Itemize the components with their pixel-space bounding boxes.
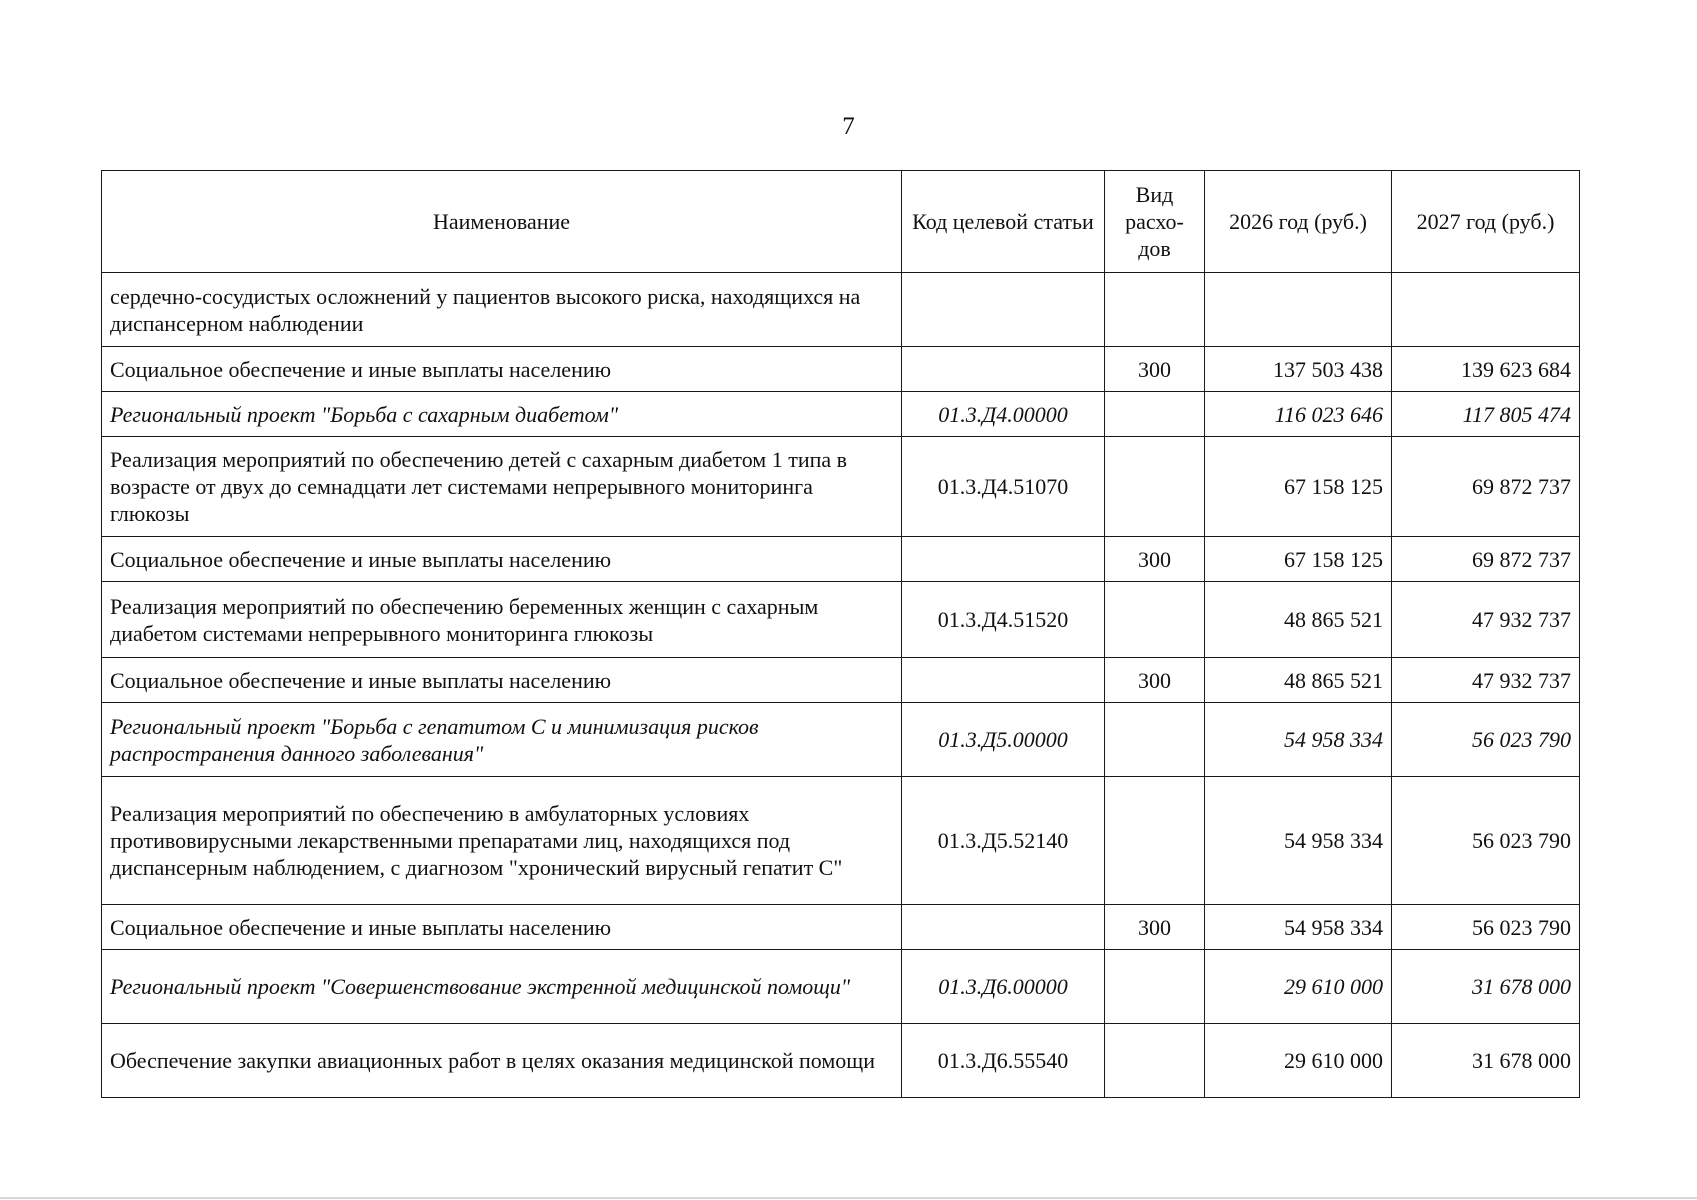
cell-vid	[1105, 437, 1205, 537]
cell-vid	[1105, 950, 1205, 1024]
header-2026: 2026 год (руб.)	[1205, 171, 1392, 273]
cell-y2026	[1205, 273, 1392, 347]
header-code: Код целевой статьи	[902, 171, 1105, 273]
cell-vid: 300	[1105, 658, 1205, 703]
cell-name: Региональный проект "Борьба с гепатитом С и минимизация рисков распространения данного заболевания"	[102, 703, 902, 777]
cell-y2027: 31 678 000	[1392, 950, 1580, 1024]
header-row	[102, 171, 1580, 273]
cell-code: 01.3.Д5.00000	[902, 703, 1105, 777]
header-name: Наименование	[102, 171, 902, 273]
cell-y2026: 54 958 334	[1205, 777, 1392, 905]
cell-code	[902, 905, 1105, 950]
table-row	[102, 703, 1580, 777]
cell-y2027: 117 805 474	[1392, 392, 1580, 437]
cell-y2027: 47 932 737	[1392, 658, 1580, 703]
cell-code	[902, 658, 1105, 703]
cell-y2027	[1392, 273, 1580, 347]
page-number: 7	[842, 113, 855, 140]
cell-y2027: 69 872 737	[1392, 437, 1580, 537]
cell-y2027: 47 932 737	[1392, 582, 1580, 658]
cell-name: Обеспечение закупки авиационных работ в целях оказания медицинской помощи	[102, 1024, 902, 1098]
cell-y2027: 56 023 790	[1392, 703, 1580, 777]
cell-vid: 300	[1105, 347, 1205, 392]
table-row	[102, 777, 1580, 905]
cell-y2026: 29 610 000	[1205, 1024, 1392, 1098]
cell-y2027: 139 623 684	[1392, 347, 1580, 392]
table-row	[102, 273, 1580, 347]
cell-name: сердечно-сосудистых осложнений у пациентов высокого риска, находящихся на диспансерном наблюдении	[102, 273, 902, 347]
cell-vid: 300	[1105, 537, 1205, 582]
cell-code: 01.3.Д4.51070	[902, 437, 1105, 537]
cell-y2026: 48 865 521	[1205, 658, 1392, 703]
cell-y2026: 48 865 521	[1205, 582, 1392, 658]
cell-code: 01.3.Д4.51520	[902, 582, 1105, 658]
cell-code: 01.3.Д6.00000	[902, 950, 1105, 1024]
header-vid: Вид расхо-дов	[1105, 171, 1205, 273]
cell-y2026: 137 503 438	[1205, 347, 1392, 392]
cell-name: Реализация мероприятий по обеспечению беременных женщин с сахарным диабетом системами непрерывного мониторинга глюкозы	[102, 582, 902, 658]
table-row	[102, 582, 1580, 658]
cell-name: Реализация мероприятий по обеспечению в амбулаторных условиях противовирусными лекарственными препаратами лиц, находящихся под диспансерным наблюдением, с диагнозом "хронический вирусный гепатит С"	[102, 777, 902, 905]
cell-y2026: 116 023 646	[1205, 392, 1392, 437]
cell-y2026: 29 610 000	[1205, 950, 1392, 1024]
cell-y2027: 31 678 000	[1392, 1024, 1580, 1098]
cell-code	[902, 537, 1105, 582]
cell-y2027: 56 023 790	[1392, 777, 1580, 905]
table-row	[102, 392, 1580, 437]
cell-vid	[1105, 273, 1205, 347]
cell-name: Социальное обеспечение и иные выплаты населению	[102, 658, 902, 703]
cell-name: Реализация мероприятий по обеспечению детей с сахарным диабетом 1 типа в возрасте от двух до семнадцати лет системами непрерывного мониторинга глюкозы	[102, 437, 902, 537]
table-row	[102, 658, 1580, 703]
cell-vid: 300	[1105, 905, 1205, 950]
cell-y2027: 69 872 737	[1392, 537, 1580, 582]
table-row	[102, 905, 1580, 950]
cell-name: Региональный проект "Борьба с сахарным диабетом"	[102, 392, 902, 437]
budget-table	[101, 170, 1580, 1098]
page-bottom-edge	[0, 1197, 1697, 1199]
cell-name: Социальное обеспечение и иные выплаты населению	[102, 347, 902, 392]
cell-vid	[1105, 1024, 1205, 1098]
cell-y2026: 67 158 125	[1205, 537, 1392, 582]
cell-name: Региональный проект "Совершенствование экстренной медицинской помощи"	[102, 950, 902, 1024]
cell-code: 01.3.Д6.55540	[902, 1024, 1105, 1098]
table-header	[102, 171, 1580, 273]
cell-y2026: 54 958 334	[1205, 703, 1392, 777]
cell-vid	[1105, 703, 1205, 777]
cell-y2026: 54 958 334	[1205, 905, 1392, 950]
cell-y2027: 56 023 790	[1392, 905, 1580, 950]
cell-code: 01.3.Д5.52140	[902, 777, 1105, 905]
table-row	[102, 347, 1580, 392]
cell-code	[902, 273, 1105, 347]
cell-y2026: 67 158 125	[1205, 437, 1392, 537]
cell-vid	[1105, 392, 1205, 437]
header-2027: 2027 год (руб.)	[1392, 171, 1580, 273]
table-body	[102, 273, 1580, 1098]
table-row	[102, 950, 1580, 1024]
table-row	[102, 437, 1580, 537]
cell-code: 01.3.Д4.00000	[902, 392, 1105, 437]
table-row	[102, 1024, 1580, 1098]
cell-name: Социальное обеспечение и иные выплаты населению	[102, 537, 902, 582]
cell-vid	[1105, 777, 1205, 905]
cell-code	[902, 347, 1105, 392]
cell-vid	[1105, 582, 1205, 658]
cell-name: Социальное обеспечение и иные выплаты населению	[102, 905, 902, 950]
table-row	[102, 537, 1580, 582]
